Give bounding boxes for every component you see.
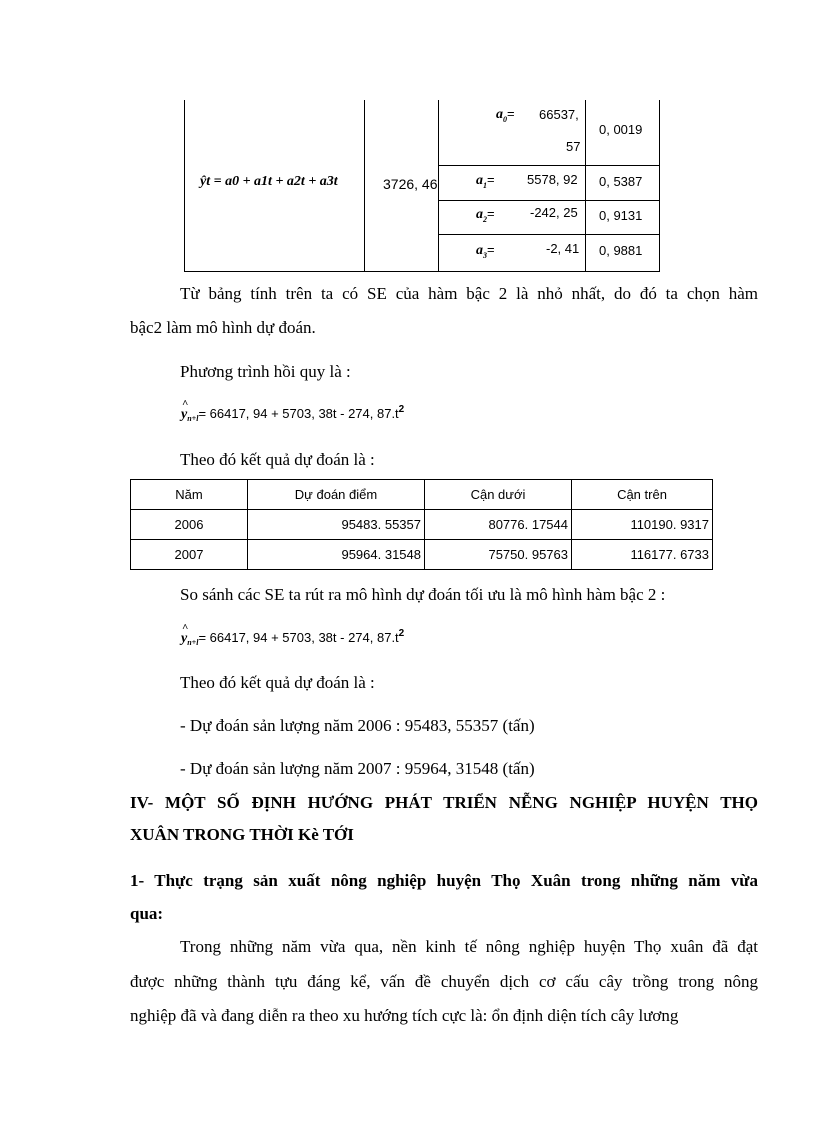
model-formula — [200, 174, 338, 190]
table-cell: 75750. 95763 — [425, 540, 572, 570]
coef-a0-name: $a_0=$ — [496, 106, 515, 124]
regression-equation-1: ^ $y_{n+l}= 66417$, 94 + 5703, 38t - 274, $87.t^2$ — [181, 404, 404, 423]
coef-a2-value: -242, 25 — [530, 205, 578, 220]
coef-a1-value: 5578, 92 — [527, 172, 578, 187]
coef-a1-pvalue: 0, 5387 — [599, 174, 643, 189]
table-cell: 95483. 55357 — [248, 510, 425, 540]
table-cell: 116177. 6733 — [572, 540, 713, 570]
section-heading: XUÂN TRONG THỜI Kè TỚI — [130, 825, 354, 844]
table-cell: 110190. 9317 — [572, 510, 713, 540]
coef-a2-name: $a_2=$ — [476, 206, 495, 224]
header-cell: Cận dưới — [425, 480, 572, 510]
table-cell: 95964. 31548 — [248, 540, 425, 570]
regression-label: Phương trình hồi quy là : — [180, 362, 351, 381]
body-line: Trong những năm vừa qua, nền kinh tế nông nghiệp huyện Thọ xuân đã đạt — [180, 937, 758, 956]
forecast-bullet-2006: - Dự đoán sản lượng năm 2006 : 95483, 55357 (tấn) — [180, 716, 535, 735]
compare-text: So sánh các SE ta rút ra mô hình dự đoán tối ưu là mô hình hàm bậc 2 : — [180, 585, 666, 604]
paragraph-line: Từ bảng tính trên ta có SE của hàm bậc 2 là nhỏ nhất, do đó ta chọn hàm — [180, 284, 758, 303]
table-row — [131, 540, 713, 570]
forecast-table — [130, 479, 713, 570]
table-header-row — [131, 480, 713, 510]
paragraph-line: bậc2 làm mô hình dự đoán. — [130, 318, 316, 337]
coef-a0-pvalue: 0, 0019 — [599, 122, 643, 137]
coef-a0-value-1: 66537, — [539, 107, 579, 122]
header-cell: Năm — [131, 480, 248, 510]
coef-a1-name: $a_1=$ — [476, 172, 495, 190]
model-se: 3726, 46 — [383, 176, 438, 192]
forecast-label: Theo đó kết quả dự đoán là : — [180, 673, 375, 692]
coef-a3-name: $a_3=$ — [476, 242, 495, 260]
section-heading: IV- MỘT SỐ ĐỊNH HƯỚNG PHÁT TRIỂN NỄNG NGHIỆP HUYỆN THỌ — [130, 793, 758, 812]
yhat-symbol: ^ $y_{n+l}$ — [181, 631, 198, 646]
coef-a0-value-2: 57 — [566, 139, 581, 154]
model-formula-text: ŷt = a0 + a1t + a2t + a3t — [200, 174, 338, 189]
coef-a3-value: -2, 41 — [546, 241, 580, 256]
regression-equation-2: ^ $y_{n+l}= 66417$, 94 + 5703, 38t - 274, $87.t^2$ — [181, 628, 404, 647]
body-line: nghiệp đã và đang diễn ra theo xu hướng tích cực là: ổn định diện tích cây lương — [130, 1006, 679, 1025]
forecast-bullet-2007: - Dự đoán sản lượng năm 2007 : 95964, 31548 (tấn) — [180, 759, 535, 778]
table-row — [131, 510, 713, 540]
table-cell: 2006 — [131, 510, 248, 540]
coef-a3-pvalue: 0, 9881 — [599, 243, 643, 258]
coef-a2-pvalue: 0, 9131 — [599, 208, 643, 223]
subsection-heading: 1- Thực trạng sản xuất nông nghiệp huyện Thọ Xuân trong những năm vừa — [130, 871, 758, 890]
table-cell: 2007 — [131, 540, 248, 570]
yhat-symbol: ^ $y_{n+l}$ — [181, 407, 198, 422]
forecast-label: Theo đó kết quả dự đoán là : — [180, 450, 375, 469]
body-line: được những thành tựu đáng kể, vấn đề chuyển dịch cơ cấu cây trồng trong nông — [130, 972, 758, 991]
header-cell: Cận trên — [572, 480, 713, 510]
subsection-heading: qua: — [130, 904, 164, 923]
table-cell: 80776. 17544 — [425, 510, 572, 540]
header-cell: Dự đoán điểm — [248, 480, 425, 510]
